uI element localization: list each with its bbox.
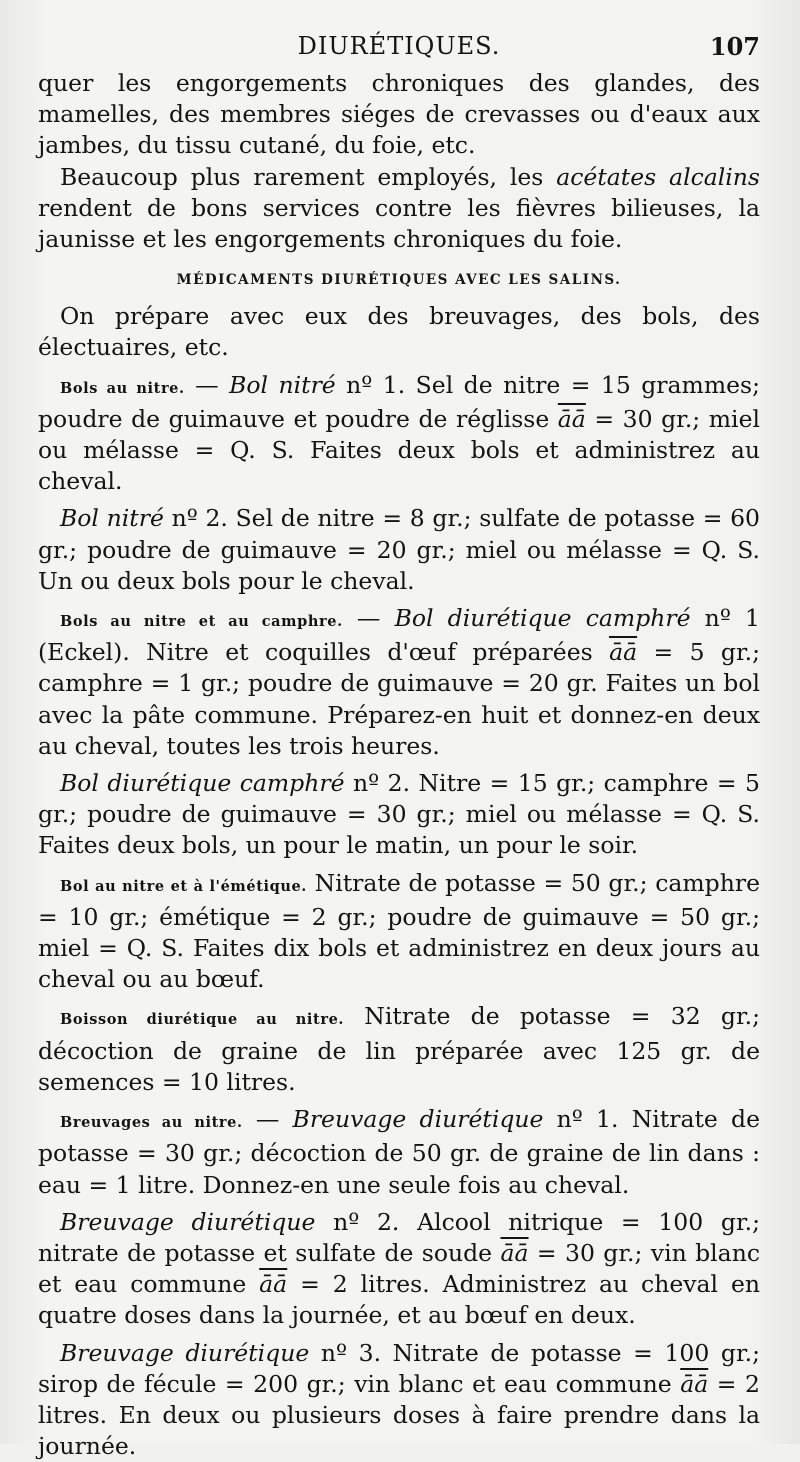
text-run: rendent de bons services contre les fièvres bilieuses, la jaunisse et les engorgements chroniques du foie. <box>38 193 760 254</box>
text-run: = 5 gr.; camphre = 1 gr.; poudre de guimauve = 20 gr. Faites un bol avec la pâte commune. Préparez-en huit et donnez-en deux au cheval, toutes les trois heures. <box>38 638 760 760</box>
paragraph-continuation <box>38 68 760 162</box>
paragraph-text: On prépare avec eux des breuvages, des bols, des électuaires, etc. <box>38 302 760 362</box>
text-run: Beaucoup plus rarement employés, les <box>60 162 557 191</box>
recipe-bols-camphre <box>38 603 760 762</box>
text-run: nº 2. Sel de nitre = 8 gr.; sulfate de potasse = 60 gr.; poudre de guimauve = 20 gr.; miel ou mélasse = Q. S. Un ou deux bols pour le cheval. <box>38 504 760 595</box>
recipe-rubric: Bol au nitre et à l'émétique. <box>60 877 307 895</box>
recipe-name: Breuvage diurétique <box>60 1207 316 1236</box>
recipe-name: Bol nitré <box>229 370 336 399</box>
recipe-rubric: Bols au nitre et au camphre. <box>60 613 343 631</box>
recipe-bol-nitre-2 <box>38 503 760 597</box>
recipe-name: Breuvage diurétique <box>60 1338 310 1367</box>
paragraph-text: quer les engorgements chroniques des glandes, des mamelles, des membres siéges de crevasses ou d'eaux aux jambes, du tissu cutané, du foie, etc. <box>38 69 760 160</box>
text-run: = 30 gr.; miel ou mélasse = Q. S. Faites deux bols et administrez au cheval. <box>38 404 760 496</box>
text-run: Nitrate de potasse = 32 gr.; décoction de graine de lin préparée avec 125 gr. de semences = 10 litres. <box>38 1002 760 1096</box>
recipe-bol-camphre-2 <box>38 768 760 862</box>
recipe-breuvage-3 <box>38 1338 760 1462</box>
recipe-rubric: Breuvages au nitre. <box>60 1114 243 1132</box>
page-body <box>38 68 760 1462</box>
text-run: Nitrate de potasse = 50 gr.; camphre = 10 gr.; émétique = 2 gr.; poudre de guimauve = 50 gr.; miel = Q. S. Faites dix bols et administrez en deux jours au cheval ou au bœuf. <box>38 868 760 994</box>
recipe-breuvages-nitre <box>38 1104 760 1201</box>
running-title: DIURÉTIQUES. <box>297 32 501 60</box>
recipe-rubric: Boisson diurétique au nitre. <box>60 1011 345 1029</box>
text-run: nº 1. Nitrate de potasse = 30 gr.; décoction de 50 gr. de graine de lin dans : eau = 1 litre. Donnez-en une seule fois au cheval. <box>38 1105 760 1199</box>
paragraph-intro <box>38 301 760 363</box>
ana-mark: $\overline{āā}$ <box>609 638 638 667</box>
recipe-name: Bol diurétique camphré <box>394 604 691 633</box>
recipe-name: Bol nitré <box>60 504 164 533</box>
recipe-name: Breuvage diurétique <box>292 1105 544 1134</box>
recipe-breuvage-2 <box>38 1207 760 1332</box>
recipe-bol-emetique <box>38 868 760 996</box>
text-run: nº 1 (Eckel). Nitre et coquilles d'œuf préparées <box>38 604 760 667</box>
ana-mark: $\overline{āā}$ <box>500 1238 529 1267</box>
recipe-boisson-nitre <box>38 1001 760 1098</box>
text-run: — <box>184 370 230 399</box>
ana-mark: $\overline{āā}$ <box>680 1369 709 1398</box>
text-run: nº 3. Nitrate de potasse = 100 gr.; sirop de fécule = 200 gr.; vin blanc et eau commune <box>38 1338 760 1398</box>
ana-mark: $\overline{āā}$ <box>557 404 586 433</box>
text-run: = 30 gr.; vin blanc et eau commune <box>38 1238 760 1299</box>
text-run: nº 2. Alcool nitrique = 100 gr.; nitrate de potasse et sulfate de soude <box>38 1207 760 1267</box>
recipe-rubric: Bols au nitre. <box>60 379 185 397</box>
page-number: 107 <box>709 32 760 61</box>
running-head <box>38 28 760 68</box>
ana-mark: $\overline{āā}$ <box>259 1270 288 1299</box>
paragraph-acetates <box>38 162 760 256</box>
text-run: — <box>242 1105 293 1134</box>
text-run: = 2 litres. En deux ou plusieurs doses à faire prendre dans la journée. <box>38 1369 760 1461</box>
italic-term: acétates alcalins <box>556 162 760 191</box>
section-heading: MÉDICAMENTS DIURÉTIQUES AVEC LES SALINS. <box>176 272 622 289</box>
text-run: nº 2. Nitre = 15 gr.; camphre = 5 gr.; poudre de guimauve = 30 gr.; miel ou mélasse = Q. S. Faites deux bols, un pour le matin, un pour le soir. <box>38 769 761 860</box>
recipe-name: Bol diurétique camphré <box>60 769 345 798</box>
text-run: — <box>342 604 395 633</box>
text-run: nº 1. Sel de nitre = 15 grammes; poudre de guimauve et poudre de réglisse <box>38 370 760 433</box>
text-run: = 2 litres. Administrez au cheval en quatre doses dans la journée, et au bœuf en deux. <box>38 1270 760 1330</box>
recipe-bols-nitre <box>38 370 760 498</box>
